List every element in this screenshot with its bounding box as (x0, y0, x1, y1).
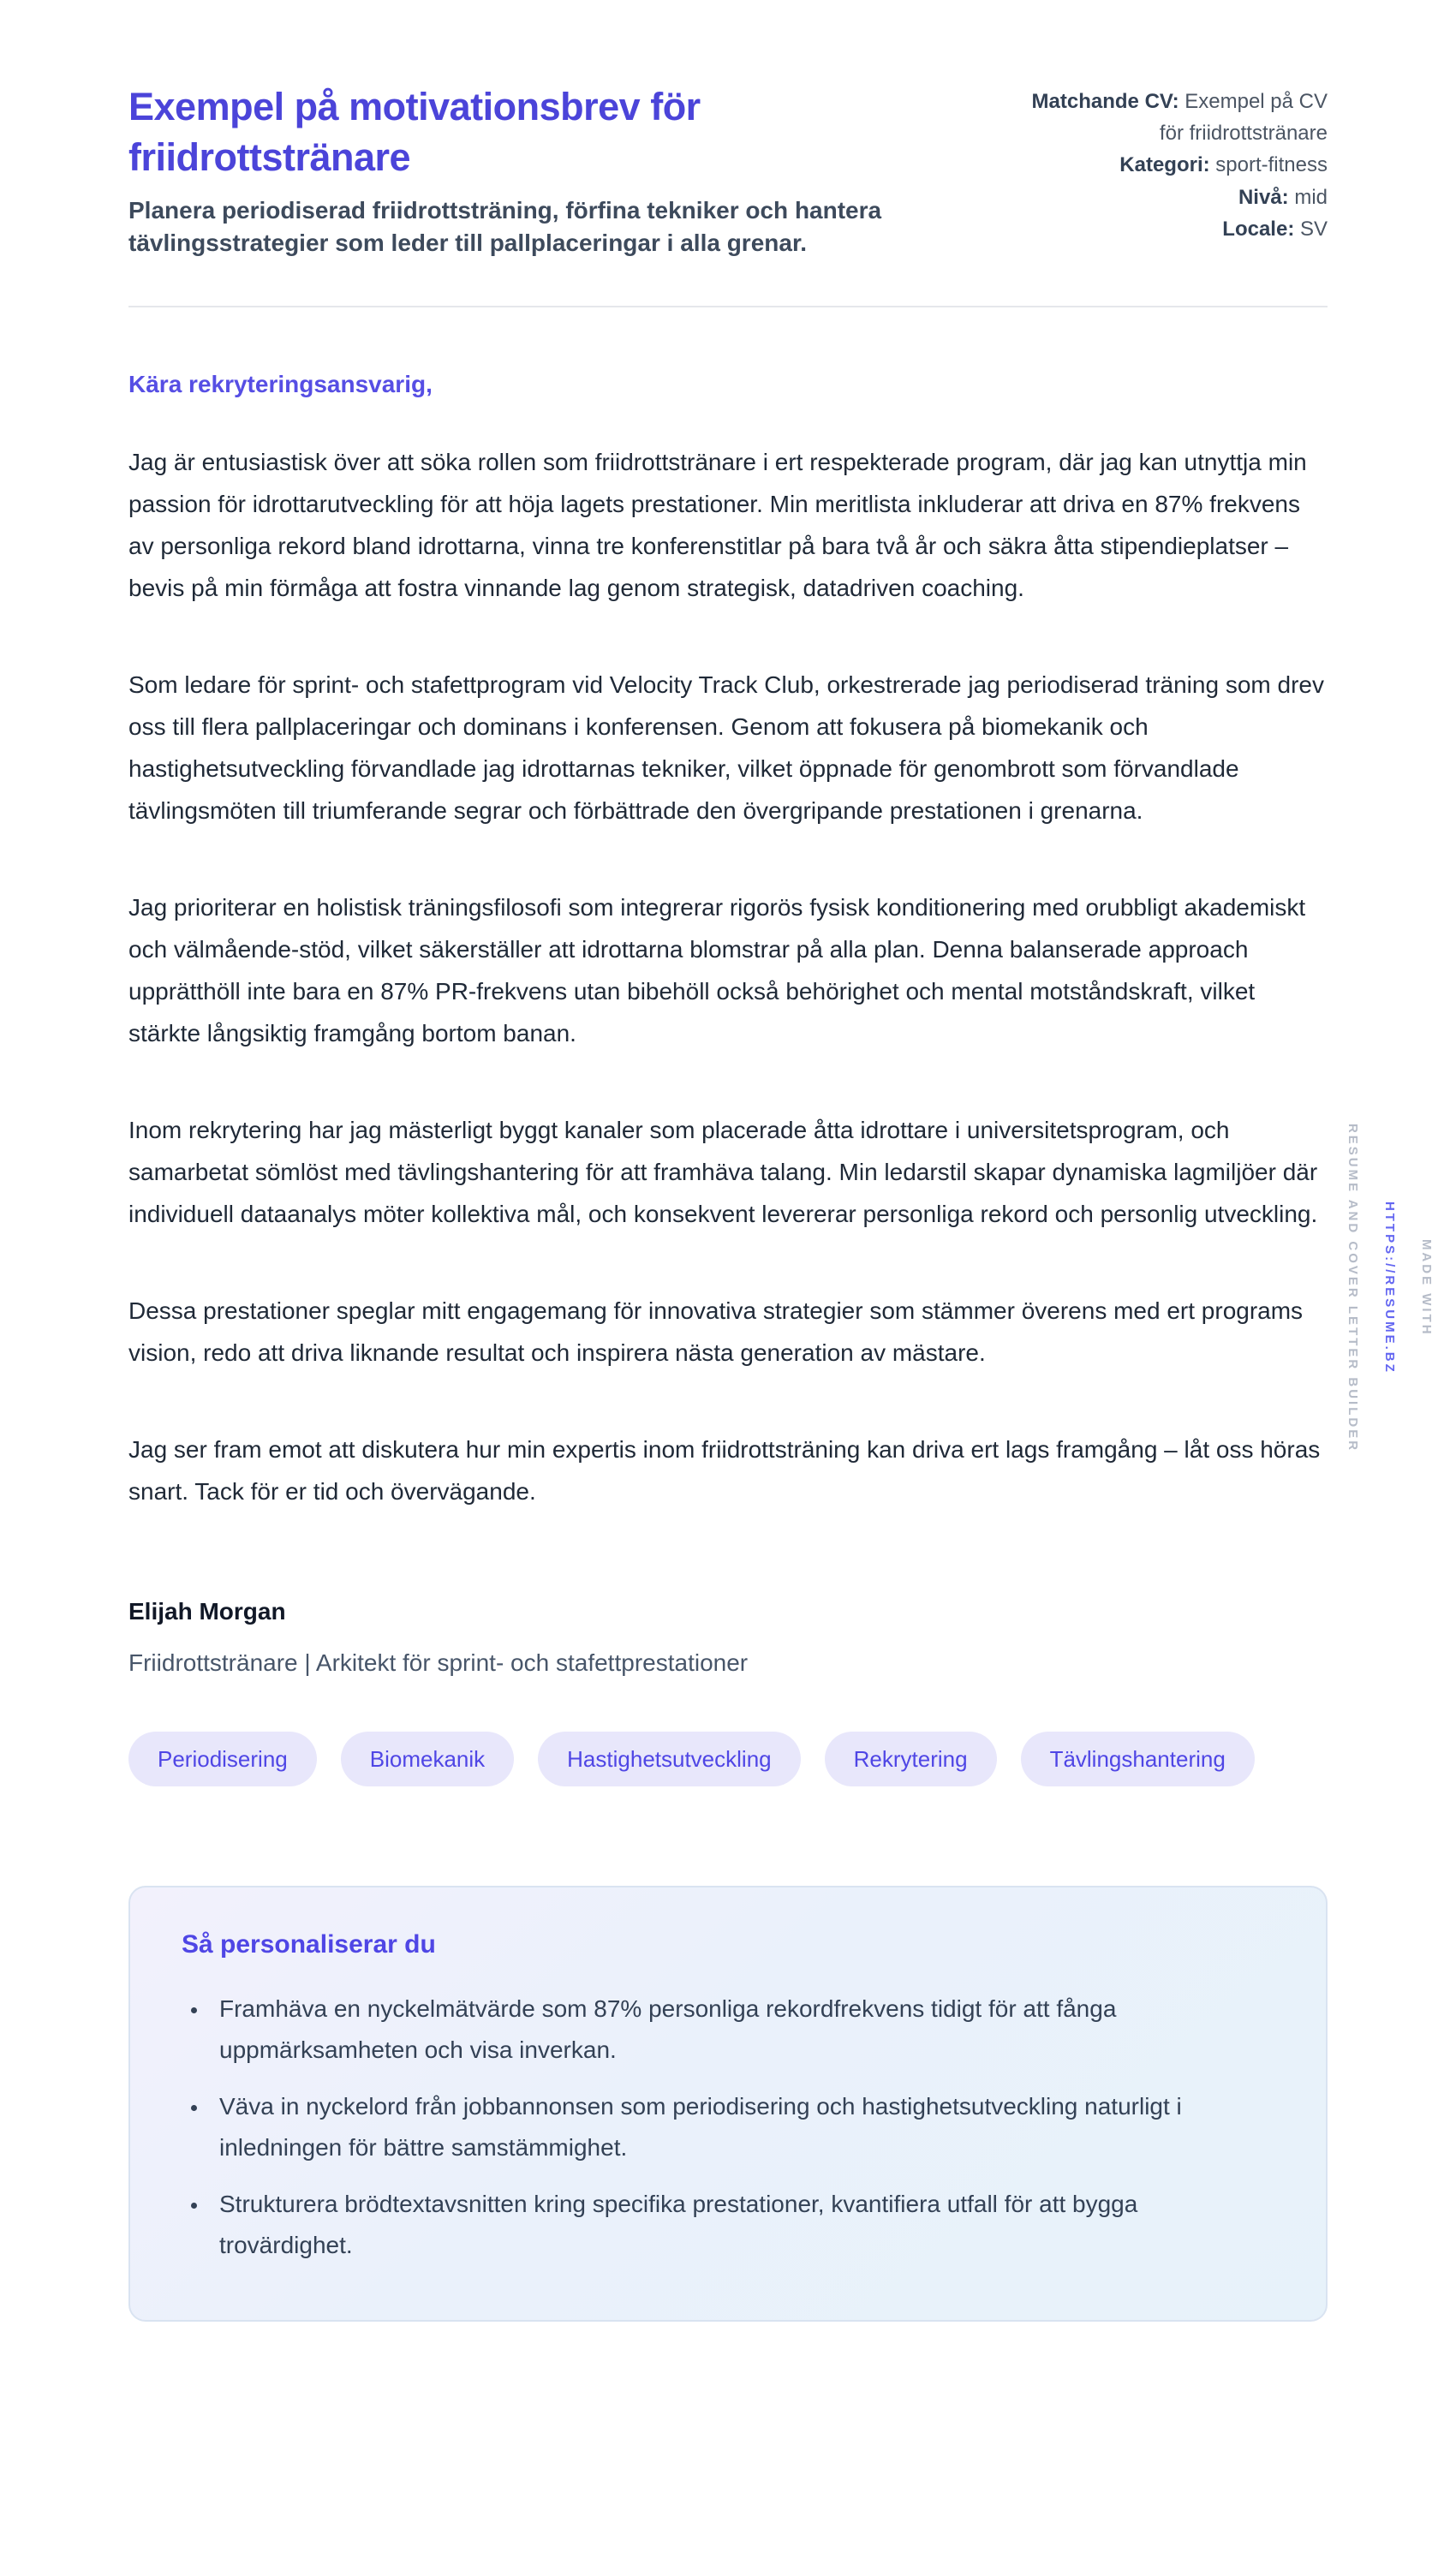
tip-item: • Framhäva en nyckelmätvärde som 87% personliga rekordfrekvens tidigt för att fånga uppmärksamheten och visa inverkan. (209, 1989, 1274, 2071)
personalization-tips-box (128, 1886, 1328, 2322)
signature-title: Friidrottstränare | Arkitekt för sprint- och stafettprestationer (128, 1649, 749, 1676)
header-divider (128, 306, 1328, 307)
meta-row-locale (1019, 213, 1328, 245)
letter-greeting: Kära rekryteringsansvarig, (128, 370, 433, 397)
page-subtitle: Planera periodiserad friidrottsträning, förfina tekniker och hantera tävlingsstrategier som leder till pallplaceringar i alla grenar. (128, 197, 882, 256)
letter-paragraph: Dessa prestationer speglar mitt engagemang för innovativa strategier som stämmer överens med ert programs vision, redo att driva liknande resultat och inspirera nästa generation av mästare. (128, 1297, 1304, 1366)
page-title: Exempel på motivationsbrev för friidrottstränare (128, 85, 701, 179)
meta-row-matching-cv (1019, 86, 1328, 149)
meta-label: Kategori: (1119, 153, 1210, 177)
signature-name: Elijah Morgan (128, 1597, 286, 1625)
letter-paragraph: Jag ser fram emot att diskutera hur min expertis inom friidrottsträning kan driva ert lags framgång – låt oss höras snart. Tack för er tid och övervägande. (128, 1435, 1321, 1505)
vertical-branding (1346, 1124, 1434, 1452)
letter-paragraph: Som ledare för sprint- och stafettprogram vid Velocity Track Club, orkestrerade jag periodiserad träning som drev oss till flera pallplaceringar och dominans i konferensen. Genom att fokusera på biomekanik och hastighetsutveckling förvandlade jag idrottarnas tekniker, vilket öppnade för genombrott som förvandlade tävlingsmöten till triumferande segrar och förbättrade den övergripande prestationen i grenarna. (128, 671, 1324, 824)
meta-label: Locale: (1222, 217, 1295, 241)
meta-label: Matchande CV: (1031, 90, 1179, 113)
tag-periodisering: Periodisering (128, 1732, 317, 1786)
tips-heading: Så personaliserar du (182, 1929, 436, 1959)
resume-bz-link[interactable]: HTTPS://RESUME.BZ (1382, 1202, 1397, 1374)
meta-value: SV (1299, 217, 1328, 241)
branding-suffix: RESUME AND COVER LETTER BUILDER (1346, 1123, 1360, 1453)
header-left (128, 82, 985, 259)
tag-hastighetsutveckling: Hastighetsutveckling (538, 1732, 800, 1786)
keyword-tags (128, 1732, 1328, 1786)
meta-row-category (1019, 149, 1328, 181)
tip-item: • Strukturera brödtextavsnitten kring specifika prestationer, kvantifiera utfall för att bygga trovärdighet. (209, 2184, 1274, 2266)
meta-value: sport-fitness (1215, 153, 1328, 177)
meta-label: Nivå: (1238, 185, 1289, 209)
letter-paragraph: Jag prioriterar en holistisk träningsfilosofi som integrerar rigorös fysisk konditionering med orubbligt akademiskt och välmående-stöd, vilket säkerställer att idrottarna blomstrar på alla plan. Denna balanserade approach upprätthöll inte bara en 87% PR-frekvens utan bibehöll också behörighet och mental motståndskraft, vilket stärkte långsiktig framgång bortom banan. (128, 893, 1306, 1046)
tip-item: • Väva in nyckelord från jobbannonsen som periodisering och hastighetsutveckling naturligt i inledningen för bättre samstämmighet. (209, 2086, 1274, 2168)
tag-rekrytering: Rekrytering (825, 1732, 997, 1786)
letter-paragraph: Jag är entusiastisk över att söka rollen som friidrottstränare i ert respekterade program, där jag kan utnyttja min passion för idrottarutveckling för att höja lagets prestationer. Min meritlista inkluderar att driva en 87% frekvens av personliga rekord bland idrottarna, vinna tre konferenstitlar på bara två år och säkra åtta stipendieplatser – bevis på min förmåga att fostra vinnande lag genom strategisk, datadriven coaching. (128, 448, 1307, 601)
header (128, 82, 1328, 259)
tips-list (182, 1989, 1274, 2267)
letter-paragraph: Inom rekrytering har jag mästerligt byggt kanaler som placerade åtta idrottare i universitetsprogram, och samarbetat sömlöst med tävlingshantering för att framhäva talang. Min ledarstil skapar dynamiska lagmiljöer där individuell dataanalys möter kollektiva mål, och konsekvent levererar personliga rekord och personlig utveckling. (128, 1116, 1318, 1227)
meta-row-level (1019, 182, 1328, 213)
meta-panel (1019, 82, 1328, 259)
tag-tavlingshantering: Tävlingshantering (1021, 1732, 1255, 1786)
letter-body (128, 371, 1328, 1677)
meta-value: Exempel på CV för friidrottstränare (1159, 90, 1328, 146)
meta-value: mid (1294, 185, 1328, 209)
tag-biomekanik: Biomekanik (341, 1732, 514, 1786)
branding-made-with: MADE WITH (1419, 1239, 1434, 1337)
